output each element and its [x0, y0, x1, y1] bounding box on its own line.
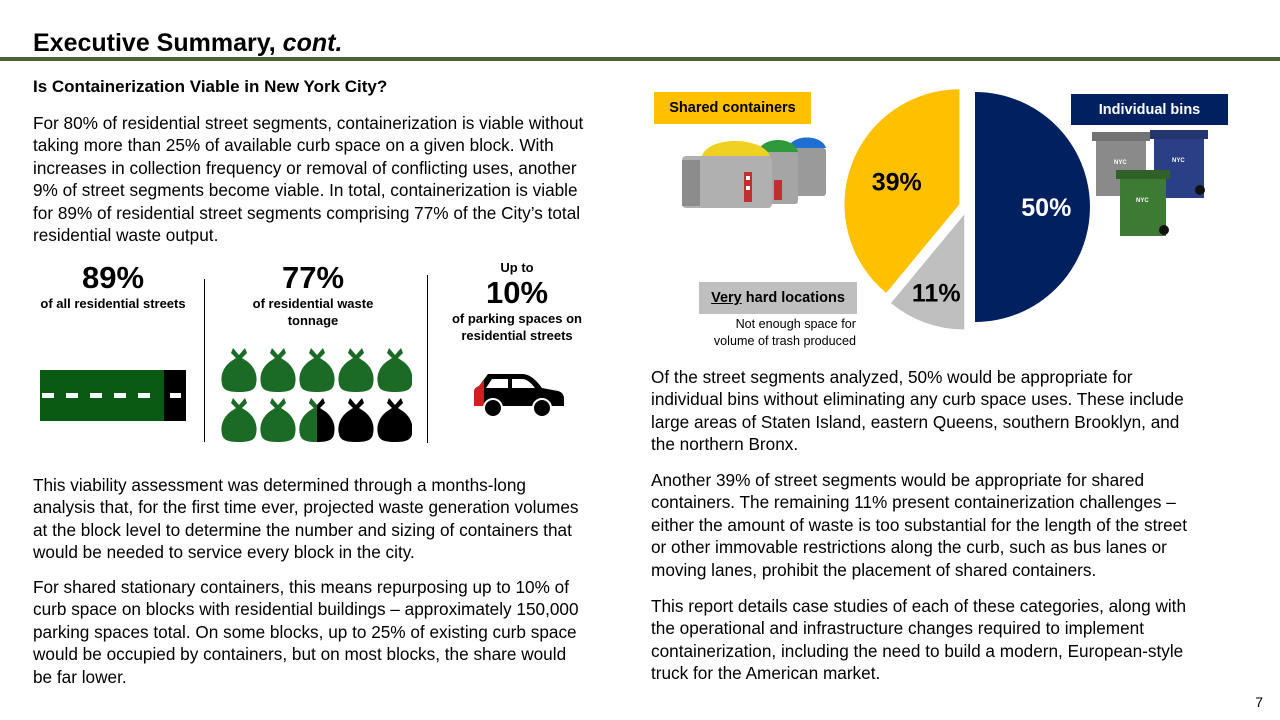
paragraph-line: individual bins without eliminating any curb space uses. These include: [651, 389, 1184, 410]
stat-streets: [28, 261, 198, 312]
paragraph-line: at the block level to determine the number and sizing of containers that: [33, 519, 572, 540]
pie-data-label: 50%: [1021, 194, 1072, 222]
paragraph-line: would be occupied by containers, but on most blocks, the share would: [33, 644, 567, 665]
paragraph-line: large areas of Staten Island, eastern Queens, southern Brooklyn, and: [651, 411, 1180, 432]
paragraph-line: Another 39% of street segments would be appropriate for shared: [651, 470, 1144, 490]
car-icon: [470, 368, 566, 420]
bin-badge-gray: NYC: [1114, 160, 1127, 166]
intro-paragraph: [33, 112, 583, 246]
stat-tonnage-value: 77%: [281, 260, 345, 295]
trash-bag-icon: [216, 346, 412, 444]
viability-pie-chart: [820, 80, 1090, 332]
stat-parking-label-2: residential streets: [461, 328, 573, 343]
stat-tonnage: [228, 261, 398, 329]
title-rule: [0, 57, 1280, 61]
paragraph-line: This report details case studies of each of these categories, along with: [651, 596, 1187, 616]
paragraph-line: residential waste output.: [33, 225, 219, 246]
paragraph-line: parking spaces total. On some blocks, up to 25% of existing curb space: [33, 621, 577, 642]
shared-containers-paragraph: [33, 576, 579, 688]
paragraph-line: Of the street segments analyzed, 50% would be appropriate for: [651, 367, 1133, 387]
report-details-paragraph: [651, 595, 1186, 685]
paragraph-line: for 89% of residential street segments comprising 77% of the City’s total: [33, 202, 581, 223]
viability-paragraph: [33, 474, 579, 564]
stat-divider-2: [427, 275, 428, 443]
shared-challenges-paragraph: [651, 469, 1187, 581]
stat-tonnage-label-1: of residential waste: [252, 296, 374, 311]
hard-note-line-2: volume of trash produced: [713, 334, 856, 348]
stat-tonnage-label-2: tonnage: [287, 313, 339, 328]
section-question: Is Containerization Viable in New York City?: [33, 77, 388, 96]
label-shared-containers: Shared containers: [654, 92, 811, 124]
paragraph-line: be far lower.: [33, 666, 127, 687]
individual-bins-icon: [1090, 128, 1210, 243]
individual-bins-paragraph: [651, 366, 1184, 456]
stat-streets-label: of all residential streets: [40, 296, 186, 311]
street-icon: [40, 370, 186, 421]
paragraph-line: containerization, including the need to build a modern, European-style: [651, 640, 1184, 661]
paragraph-line: the northern Bronx.: [651, 434, 799, 455]
label-hard-prefix: Very: [711, 290, 742, 306]
paragraph-line: containers. The remaining 11% present containerization challenges –: [651, 492, 1176, 513]
paragraph-line: 9% of street segments become viable. In total, containerization is viable: [33, 180, 578, 201]
paragraph-line: either the amount of waste is too substantial for the length of the street: [651, 514, 1187, 535]
bin-badge-blue: NYC: [1172, 158, 1185, 164]
paragraph-line: increases in collection frequency or removal of conflicting uses, another: [33, 157, 577, 178]
stat-divider-1: [204, 279, 205, 442]
stat-parking-prefix: Up to: [500, 260, 534, 275]
label-hard-rest: hard locations: [741, 290, 845, 306]
stat-parking: [432, 259, 602, 344]
page-number: 7: [1255, 694, 1263, 710]
stat-parking-value: 10%: [485, 275, 549, 310]
hard-note-line-1: Not enough space for: [735, 317, 856, 331]
page-title-italic: cont.: [282, 29, 343, 57]
shared-containers-icon: [680, 130, 830, 212]
page-title: [33, 29, 342, 58]
paragraph-line: truck for the American market.: [651, 663, 881, 684]
pie-data-label: 11%: [911, 279, 961, 308]
paragraph-line: For shared stationary containers, this means repurposing up to 10% of: [33, 577, 569, 597]
paragraph-line: curb space on blocks with residential buildings – approximately 150,000: [33, 599, 579, 620]
label-individual-bins: Individual bins: [1071, 94, 1228, 125]
pie-data-label: 39%: [871, 168, 922, 197]
paragraph-line: taking more than 25% of available curb space on a given block. With: [33, 135, 554, 156]
paragraph-line: moving lanes, prohibit the placement of shared containers.: [651, 559, 1097, 580]
paragraph-line: or other immovable restrictions along the curb, such as bus lanes or: [651, 537, 1167, 558]
page-title-main: Executive Summary,: [33, 29, 276, 57]
paragraph-line: This viability assessment was determined through a months-long: [33, 475, 526, 495]
paragraph-line: For 80% of residential street segments, containerization is viable without: [33, 113, 584, 133]
bin-badge-green: NYC: [1136, 198, 1149, 204]
stat-parking-label-1: of parking spaces on: [451, 311, 583, 326]
paragraph-line: the operational and infrastructure changes required to implement: [651, 618, 1144, 639]
paragraph-line: analysis that, for the first time ever, projected waste generation volumes: [33, 497, 579, 518]
stat-streets-value: 89%: [81, 260, 145, 295]
paragraph-line: would be needed to service every block in the city.: [33, 542, 415, 563]
